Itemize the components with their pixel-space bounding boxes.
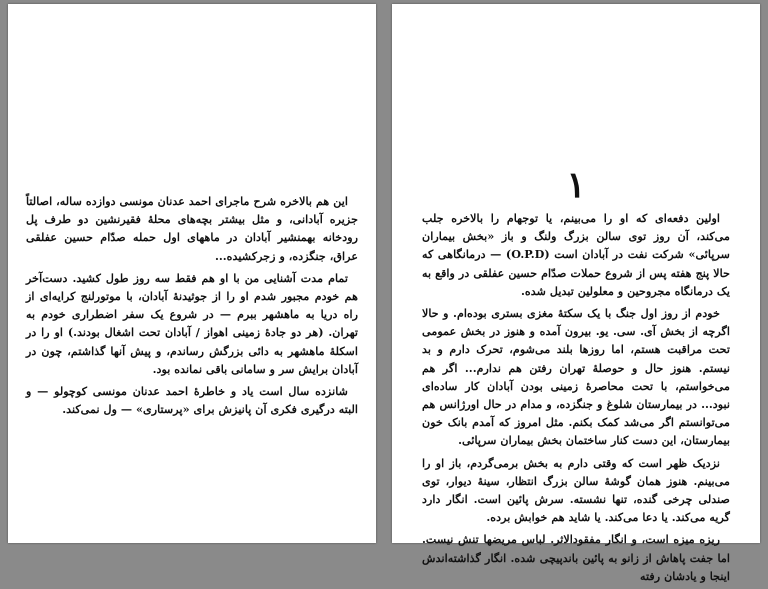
paragraph: ریزه میزه است، و انگار مفقودالاثر. لباس مریضها تنش نیست. اما جفت پاهاش از زانو به پائین باندپیچی شده. انگار گذاشته‌اندش اینجا و یادشان رفته — [422, 532, 730, 583]
paragraph: شانزده سال است یاد و خاطرهٔ احمد عدنان مونسی کوچولو — و البته درگیری فکری آن پانیزش برای «پرستاری» — ول نمی‌کند. — [26, 384, 358, 417]
right-page — [392, 4, 760, 583]
paragraph: نزدیک ظهر است که وقتی دارم به بخش برمی‌گردم، باز او را می‌بینم. هنوز همان گوشهٔ سالن بزرگ انتظار، سینهٔ دیوار، توی صندلی چرخی گنده، تنها نشسته. سرش پائین است. انگار دارد گریه می‌کند. یا دعا می‌کند. یا شاید هم خوابش برده. — [422, 455, 730, 525]
paragraph: این هم بالاخره شرح ماجرای احمد عدنان مونسی دوازده ساله، اصالتاً جزیره آبادانی، و مثل بیشتر بچه‌های محلهٔ فقیرنشین دو طرف پل رودخانه بهمنشیر آبادان در ماههای اول حمله صدّام حسین عفلقی عراق، جنگزده، و زجرکشیده... — [26, 194, 358, 263]
left-page-text — [26, 192, 358, 422]
chapter-number: ١ — [566, 164, 586, 206]
right-page-text — [422, 209, 730, 589]
paragraph: اولین دفعه‌ای که او را می‌بینم، یا توجهام را بالاخره جلب می‌کند، آن روز توی سالن بزرگ ولنگ و باز «بخش بیماران سرپائی» شرکت نفت در آبادان است (O.P.D) — درمانگاهی که حالا پنج هفته پس از شروع حملات صدّام حسین عفلقی در واقع به یک درمانگاه مجروحین و معلولین تبدیل شده. — [422, 211, 730, 298]
left-page — [8, 4, 376, 543]
paragraph: تمام مدت آشنایی من با او هم فقط سه روز طول کشید. دست‌آخر هم خودم مجبور شدم او را از جوثیدنهٔ آبادان، با موتورلنج کرایه‌ای از راه دریا به ماهشهر ببرم — در شروع یک سفر اضطراری خودم به تهران. (هر دو جادهٔ زمینی اهواز / آبادان تحت اشغال بودند.) او را در اسکلهٔ ماهشهر به دائی بزرگش رساندم، و پیش آنها گذاشتم، چون در آبادان برایش سر و سامانی باقی نمانده بود. — [26, 270, 358, 376]
paragraph: خودم از روز اول جنگ با یک سکتهٔ مغزی بستری بوده‌ام. و حالا اگرچه از بخش آی. سی. یو. بیرون آمده و هنوز در بخش عمومی تحت مراقبت هستم، اما روزها بلند می‌شوم، تحرک دارم و بد نیستم. هنوز حال و حوصلهٔ تهران رفتن هم ندارم... اگر هم می‌خواستم، با تحت محاصرهٔ زمینی بودن آبادان کار ساده‌ای نبود... در بیمارستان شلوغ و جنگزده، و مدام در حال اورژانس هم می‌توانستم اگر می‌شد کمک بکنم. مثل امروز که آمدم بانک خون بیمارستان، این دست کنار ساختمان بخش بیماران سرپائی. — [422, 306, 730, 448]
